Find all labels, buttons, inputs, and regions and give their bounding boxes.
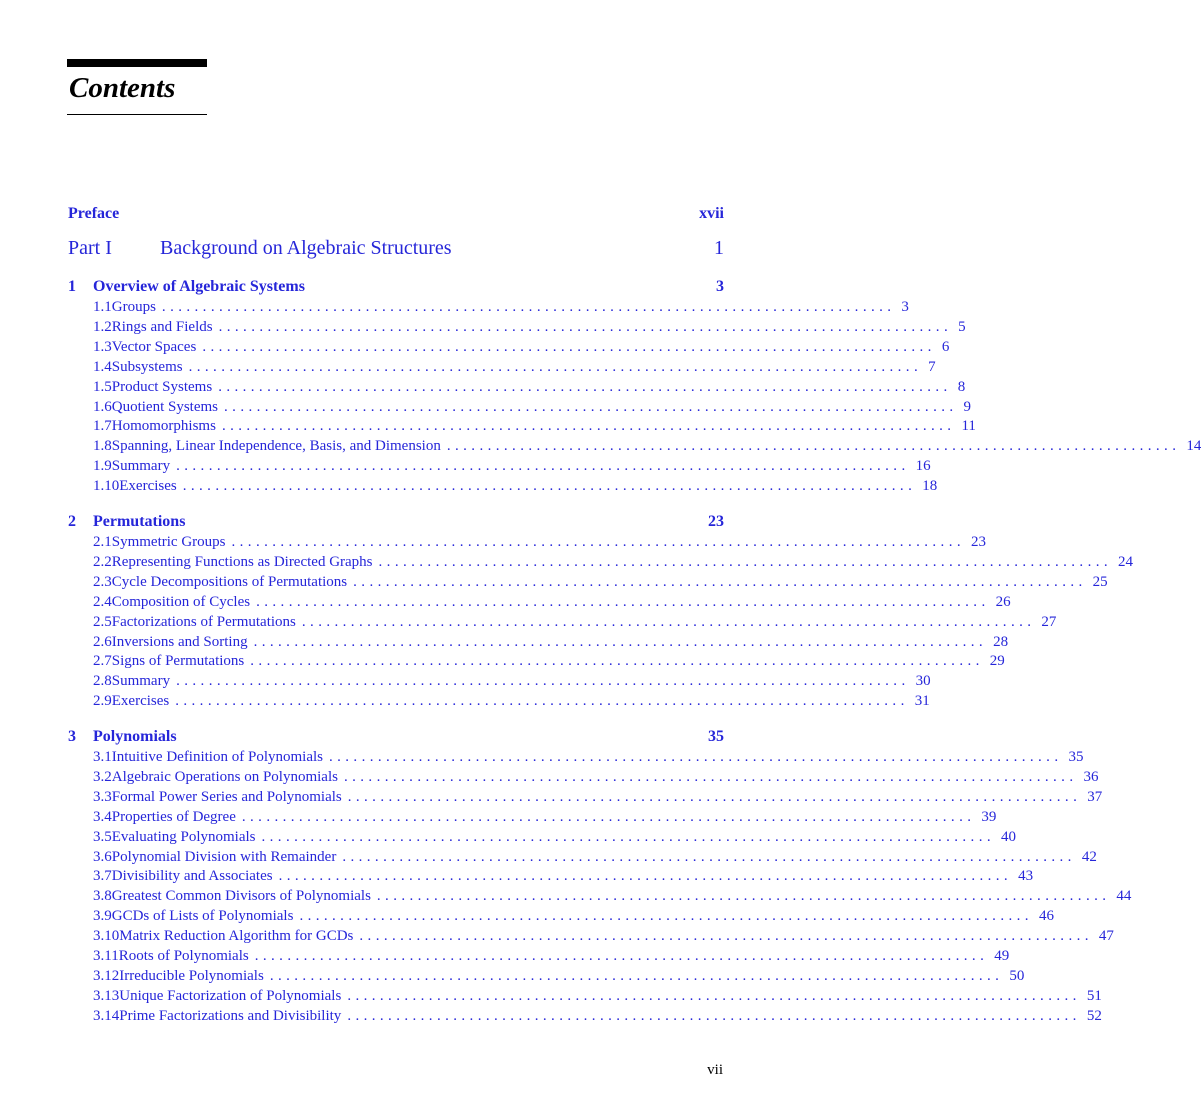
section-title: Matrix Reduction Algorithm for GCDs	[119, 928, 354, 945]
heading-rule-top	[67, 59, 207, 67]
dot-leader: ..........................................................................................	[342, 848, 1076, 865]
toc-part-entry[interactable]	[68, 237, 724, 260]
section-number: 3.4	[93, 808, 112, 825]
dot-leader: ..........................................................................................	[269, 967, 1004, 984]
section-title: Exercises	[119, 478, 177, 495]
toc-section-entry[interactable]	[68, 613, 1057, 631]
section-page: 18	[922, 478, 938, 495]
toc-section-entry[interactable]	[68, 534, 986, 551]
section-number: 3.12	[93, 967, 120, 984]
toc-chapter-entry[interactable]	[68, 278, 724, 296]
chapter-page: 35	[708, 728, 724, 745]
section-page: 29	[989, 653, 1005, 670]
toc-section-entry[interactable]	[68, 573, 1108, 591]
section-number: 1.5	[93, 378, 112, 395]
part-page: 1	[714, 237, 724, 259]
section-title: Composition of Cycles	[111, 593, 251, 610]
section-number: 3.11	[93, 948, 119, 964]
part-title: Background on Algebraic Structures	[160, 237, 452, 259]
section-number: 3.3	[93, 788, 112, 805]
section-page: 30	[915, 673, 931, 690]
chapter-title: Permutations	[93, 513, 186, 530]
dot-leader: ..........................................................................................	[224, 398, 958, 415]
page-title: Contents	[69, 72, 176, 104]
section-title: Polynomial Division with Remainder	[111, 848, 337, 865]
toc-section-entry[interactable]	[68, 553, 1134, 571]
section-page: 7	[928, 358, 936, 375]
section-title: Signs of Permutations	[111, 653, 245, 670]
section-number: 3.10	[93, 928, 120, 945]
section-page: 46	[1038, 908, 1054, 925]
section-number: 3.6	[93, 848, 112, 865]
section-page: 49	[994, 948, 1010, 964]
dot-leader: ..........................................................................................	[347, 1007, 1081, 1024]
section-page: 31	[914, 693, 930, 710]
toc-section-entry[interactable]	[68, 948, 1010, 965]
section-page: 24	[1118, 553, 1134, 570]
section-number: 1.6	[93, 398, 112, 415]
section-number: 3.7	[93, 868, 112, 885]
section-number: 2.1	[93, 534, 112, 550]
dot-leader: ..........................................................................................	[218, 318, 953, 335]
section-title: Intuitive Definition of Polynomials	[111, 749, 323, 765]
section-page: 8	[957, 378, 966, 395]
part-label: Part I	[68, 237, 112, 259]
dot-leader: ..........................................................................................	[347, 987, 1081, 1004]
toc-section-entry[interactable]	[68, 418, 976, 435]
section-number: 1.4	[93, 358, 112, 375]
toc-section-entry[interactable]	[68, 478, 938, 495]
toc-section-entry[interactable]	[68, 888, 1132, 905]
section-title: Subsystems	[111, 358, 183, 375]
heading-rule-bottom	[67, 114, 207, 115]
dot-leader: ..........................................................................................	[359, 928, 1093, 945]
section-page: 6	[941, 338, 950, 355]
toc-section-entry[interactable]	[68, 848, 1097, 866]
toc-section-entry[interactable]	[68, 378, 966, 396]
toc-section-entry[interactable]	[68, 458, 931, 475]
chapter-page: 23	[708, 513, 724, 530]
toc-section-entry[interactable]	[68, 633, 1009, 651]
dot-leader: ..........................................................................................	[188, 358, 923, 375]
toc-section-entry[interactable]	[68, 693, 930, 710]
toc-section-entry[interactable]	[68, 338, 950, 356]
dot-leader: ..........................................................................................	[176, 458, 910, 475]
section-page: 14	[1186, 438, 1201, 455]
dot-leader: ..........................................................................................	[221, 418, 956, 435]
section-title: Roots of Polynomials	[118, 948, 249, 964]
dot-leader: ..........................................................................................	[261, 828, 995, 845]
toc-section-entry[interactable]	[68, 788, 1103, 806]
toc-section-entry[interactable]	[68, 653, 1005, 670]
section-title: Greatest Common Divisors of Polynomials	[111, 888, 371, 905]
dot-leader: ..........................................................................................	[256, 593, 990, 610]
section-number: 1.7	[93, 418, 112, 435]
section-number: 1.9	[93, 458, 112, 475]
section-title: Summary	[111, 673, 171, 690]
dot-leader: ..........................................................................................	[353, 573, 1087, 590]
toc-section-entry[interactable]	[68, 299, 909, 316]
toc-section-entry[interactable]	[68, 828, 1016, 846]
page-number: vii	[707, 1062, 723, 1078]
section-number: 1.2	[93, 318, 112, 335]
section-page: 42	[1081, 848, 1097, 865]
section-page: 5	[958, 318, 966, 335]
dot-leader: ..........................................................................................	[175, 693, 909, 710]
dot-leader: ..........................................................................................	[299, 908, 1033, 925]
section-title: Spanning, Linear Independence, Basis, and Dimension	[111, 438, 441, 455]
dot-leader: ..........................................................................................	[446, 438, 1181, 455]
section-page: 16	[915, 458, 931, 475]
toc-section-entry[interactable]	[68, 808, 997, 826]
section-title: Divisibility and Associates	[111, 868, 273, 885]
section-number: 2.5	[93, 613, 112, 630]
section-page: 50	[1009, 967, 1025, 984]
toc-section-entry[interactable]	[68, 928, 1114, 945]
section-title: Cycle Decompositions of Permutations	[111, 573, 348, 590]
section-number: 2.7	[93, 653, 112, 670]
section-title: Irreducible Polynomials	[119, 967, 264, 984]
section-number: 3.9	[93, 908, 112, 925]
section-page: 40	[1001, 828, 1016, 845]
dot-leader: ..........................................................................................	[241, 808, 976, 825]
dot-leader: ..........................................................................................	[347, 788, 1082, 805]
section-title: Prime Factorizations and Divisibility	[119, 1007, 342, 1024]
toc-section-entry[interactable]	[68, 438, 1201, 455]
section-number: 2.4	[93, 593, 112, 610]
toc-preface-entry[interactable]	[68, 205, 724, 223]
section-number: 1.3	[93, 338, 112, 355]
dot-leader: ..........................................................................................	[182, 478, 917, 495]
section-page: 3	[901, 299, 909, 315]
dot-leader: ..........................................................................................	[343, 768, 1078, 785]
section-title: Exercises	[111, 693, 170, 710]
section-page: 9	[963, 398, 972, 415]
toc-section-entry[interactable]	[68, 1007, 1102, 1025]
section-title: Product Systems	[111, 378, 213, 395]
section-number: 3.5	[93, 828, 112, 845]
dot-leader: ..........................................................................................	[176, 673, 910, 690]
dot-leader: ..........................................................................................	[202, 338, 936, 355]
section-title: Symmetric Groups	[111, 534, 226, 550]
section-number: 3.8	[93, 888, 112, 905]
section-title: Inversions and Sorting	[111, 633, 248, 650]
section-page: 36	[1083, 768, 1099, 785]
chapter-number: 2	[68, 513, 76, 530]
section-title: GCDs of Lists of Polynomials	[111, 908, 294, 925]
section-title: Rings and Fields	[111, 318, 213, 335]
section-page: 23	[971, 534, 986, 550]
toc-chapter-entry[interactable]	[68, 513, 724, 531]
section-title: Algebraic Operations on Polynomials	[111, 768, 338, 785]
section-title: Quotient Systems	[111, 398, 219, 415]
section-number: 2.8	[93, 673, 112, 690]
section-title: Groups	[111, 299, 156, 315]
section-page: 37	[1087, 788, 1103, 805]
section-number: 1.10	[93, 478, 120, 495]
section-title: Formal Power Series and Polynomials	[111, 788, 342, 805]
section-page: 27	[1041, 613, 1057, 630]
dot-leader: ..........................................................................................	[328, 749, 1063, 765]
chapter-title: Polynomials	[93, 728, 177, 745]
section-number: 2.3	[93, 573, 112, 590]
preface-title: Preface	[68, 205, 120, 222]
toc-section-entry[interactable]	[68, 358, 936, 376]
toc-section-entry[interactable]	[68, 768, 1099, 786]
toc-section-entry[interactable]	[68, 749, 1084, 766]
section-page: 52	[1086, 1007, 1102, 1024]
section-number: 2.9	[93, 693, 112, 710]
toc-section-entry[interactable]	[68, 868, 1034, 885]
dot-leader: ..........................................................................................	[231, 534, 965, 550]
section-title: Properties of Degree	[111, 808, 236, 825]
section-page: 51	[1086, 987, 1102, 1004]
toc-chapter-entry[interactable]	[68, 728, 724, 746]
section-number: 2.6	[93, 633, 112, 650]
dot-leader: ..........................................................................................	[376, 888, 1111, 905]
dot-leader: ..........................................................................................	[278, 868, 1013, 885]
section-number: 3.2	[93, 768, 112, 785]
chapter-number: 3	[68, 728, 76, 745]
section-page: 11	[961, 418, 976, 435]
section-number: 2.2	[93, 553, 112, 570]
section-title: Homomorphisms	[111, 418, 216, 435]
section-page: 25	[1092, 573, 1108, 590]
dot-leader: ..........................................................................................	[301, 613, 1036, 630]
toc-section-entry[interactable]	[68, 987, 1102, 1005]
toc-section-entry[interactable]	[68, 673, 931, 690]
section-title: Evaluating Polynomials	[111, 828, 256, 845]
dot-leader: ..........................................................................................	[254, 948, 989, 964]
toc-section-entry[interactable]	[68, 318, 966, 336]
section-page: 47	[1098, 928, 1114, 945]
section-title: Vector Spaces	[111, 338, 197, 355]
section-title: Summary	[111, 458, 171, 475]
section-title: Unique Factorization of Polynomials	[119, 987, 342, 1004]
section-number: 3.14	[93, 1007, 120, 1024]
section-page: 44	[1116, 888, 1132, 905]
dot-leader: ..........................................................................................	[161, 299, 896, 315]
section-page: 28	[993, 633, 1009, 650]
toc-section-entry[interactable]	[68, 967, 1025, 985]
section-title: Factorizations of Permutations	[111, 613, 296, 630]
dot-leader: ..........................................................................................	[218, 378, 952, 395]
section-number: 1.8	[93, 438, 112, 455]
dot-leader: ..........................................................................................	[253, 633, 988, 650]
section-number: 1.1	[93, 299, 112, 315]
toc-section-entry[interactable]	[68, 908, 1054, 925]
toc-section-entry[interactable]	[68, 593, 1011, 611]
dot-leader: ..........................................................................................	[250, 653, 984, 670]
section-number: 3.13	[93, 987, 120, 1004]
section-number: 3.1	[93, 749, 112, 765]
chapter-page: 3	[716, 278, 724, 295]
preface-page: xvii	[699, 205, 724, 222]
chapter-number: 1	[68, 278, 76, 295]
section-page: 39	[981, 808, 997, 825]
toc-section-entry[interactable]	[68, 398, 972, 416]
chapter-title: Overview of Algebraic Systems	[93, 278, 305, 295]
section-page: 26	[995, 593, 1011, 610]
section-page: 35	[1068, 749, 1084, 765]
dot-leader: ..........................................................................................	[378, 553, 1113, 570]
section-page: 43	[1018, 868, 1034, 885]
section-title: Representing Functions as Directed Graphs	[111, 553, 373, 570]
